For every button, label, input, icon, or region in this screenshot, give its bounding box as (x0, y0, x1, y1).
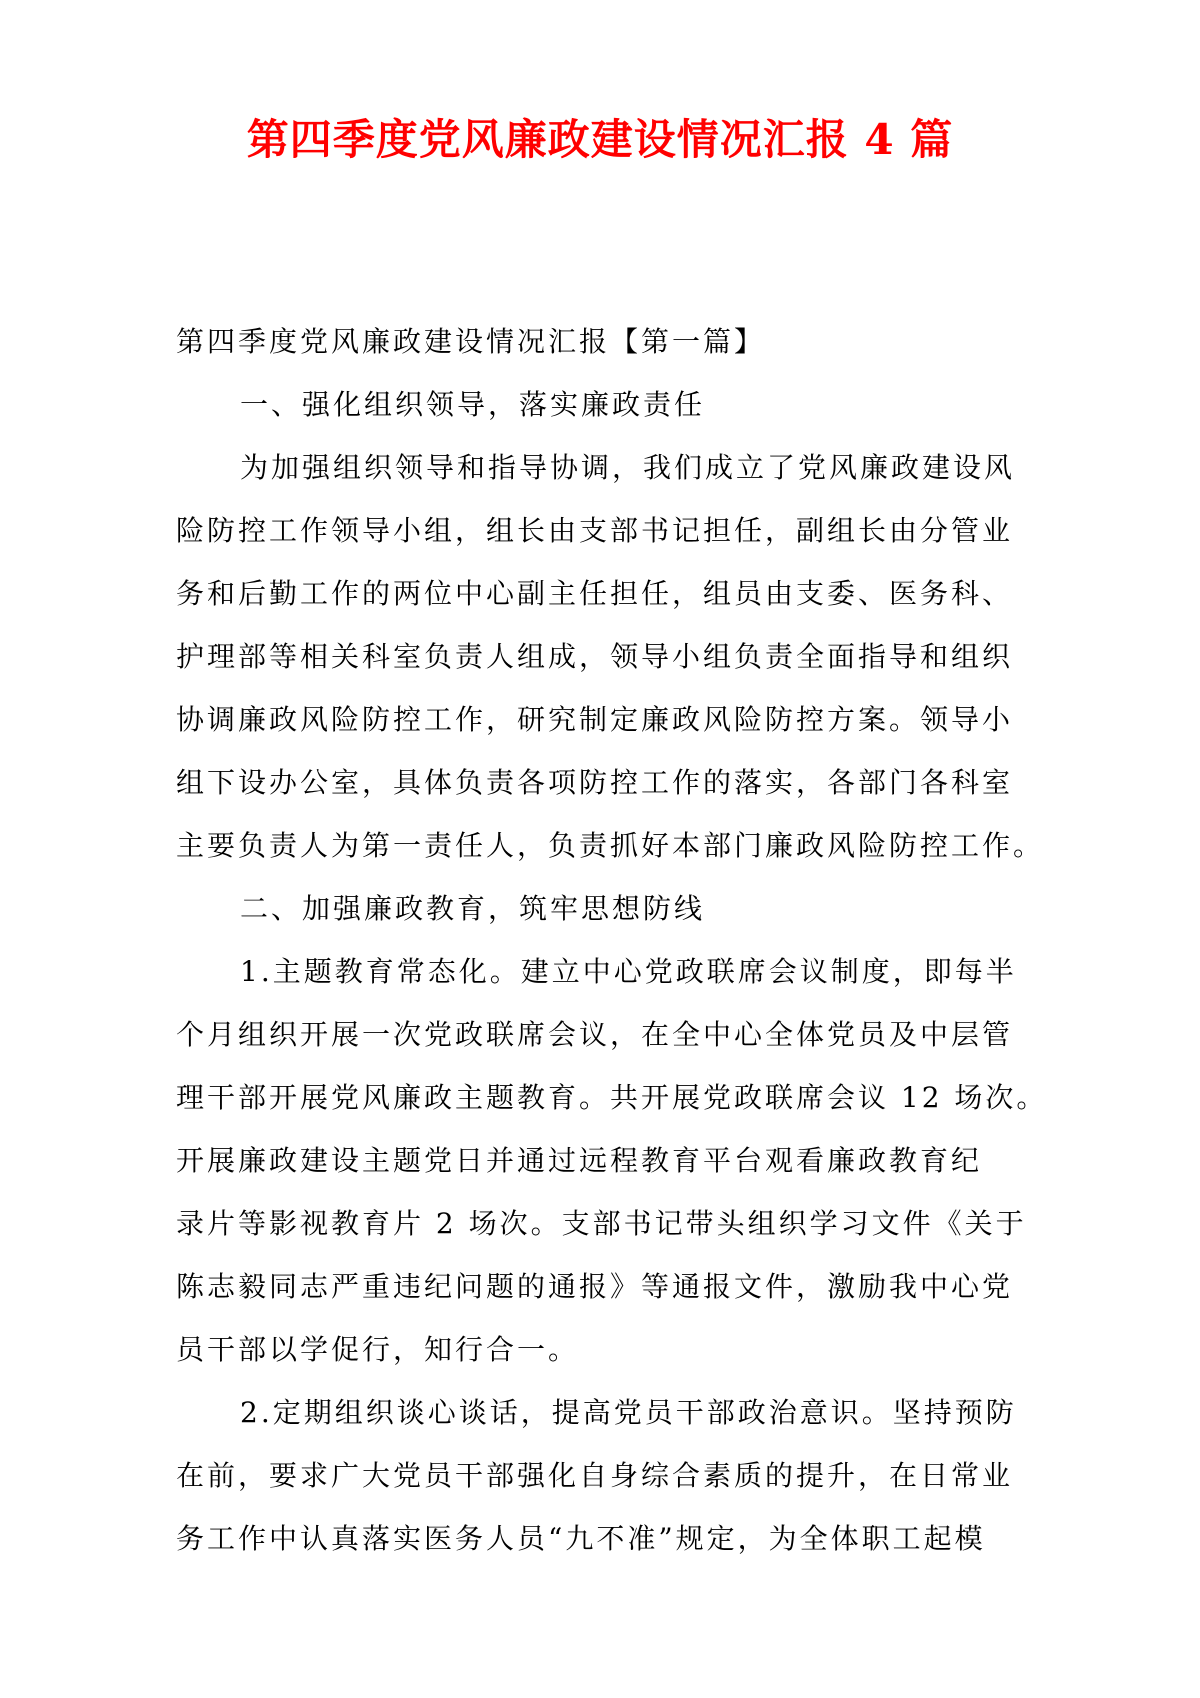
paragraph-line: 陈志毅同志严重违纪问题的通报》等通报文件，激励我中心党 (176, 1270, 1014, 1303)
paragraph-line: 开展廉政建设主题党日并通过远程教育平台观看廉政教育纪 (176, 1144, 983, 1177)
paragraph-line: 录片等影视教育片 2 场次。支部书记带头组织学习文件《关于 (176, 1207, 1027, 1240)
paragraph-line: 险防控工作领导小组，组长由支部书记担任，副组长由分管业 (176, 514, 1014, 547)
paragraph-line: 个月组织开展一次党政联席会议，在全中心全体党员及中层管 (176, 1018, 1014, 1051)
subsection-heading: 二、加强廉政教育，筑牢思想防线 (240, 892, 706, 925)
paragraph-line: 理干部开展党风廉政主题教育。共开展党政联席会议 12 场次。 (176, 1081, 1048, 1114)
paragraph-line: 护理部等相关科室负责人组成，领导小组负责全面指导和组织 (176, 640, 1014, 673)
paragraph-line: 主要负责人为第一责任人，负责抓好本部门廉政风险防控工作。 (176, 829, 1045, 862)
subsection-heading: 一、强化组织领导，落实廉政责任 (240, 388, 706, 421)
paragraph-line: 1.主题教育常态化。建立中心党政联席会议制度，即每半 (240, 955, 1017, 988)
document-body (176, 310, 1048, 1570)
paragraph-line: 在前，要求广大党员干部强化自身综合素质的提升，在日常业 (176, 1459, 1014, 1492)
paragraph-line: 员干部以学促行，知行合一。 (176, 1333, 580, 1366)
paragraph-line: 务和后勤工作的两位中心副主任担任，组员由支委、医务科、 (176, 577, 1014, 610)
paragraph-line: 2.定期组织谈心谈话，提高党员干部政治意识。坚持预防 (240, 1396, 1017, 1429)
paragraph-line: 组下设办公室，具体负责各项防控工作的落实，各部门各科室 (176, 766, 1014, 799)
paragraph-line: 为加强组织领导和指导协调，我们成立了党风廉政建设风 (240, 451, 1016, 484)
paragraph-line: 协调廉政风险防控工作，研究制定廉政风险防控方案。领导小 (176, 703, 1014, 736)
document-title: 第四季度党风廉政建设情况汇报 4 篇 (246, 115, 954, 164)
section-heading: 第四季度党风廉政建设情况汇报【第一篇】 (176, 325, 766, 358)
paragraph-line: 务工作中认真落实医务人员“九不准”规定，为全体职工起模 (176, 1522, 986, 1555)
